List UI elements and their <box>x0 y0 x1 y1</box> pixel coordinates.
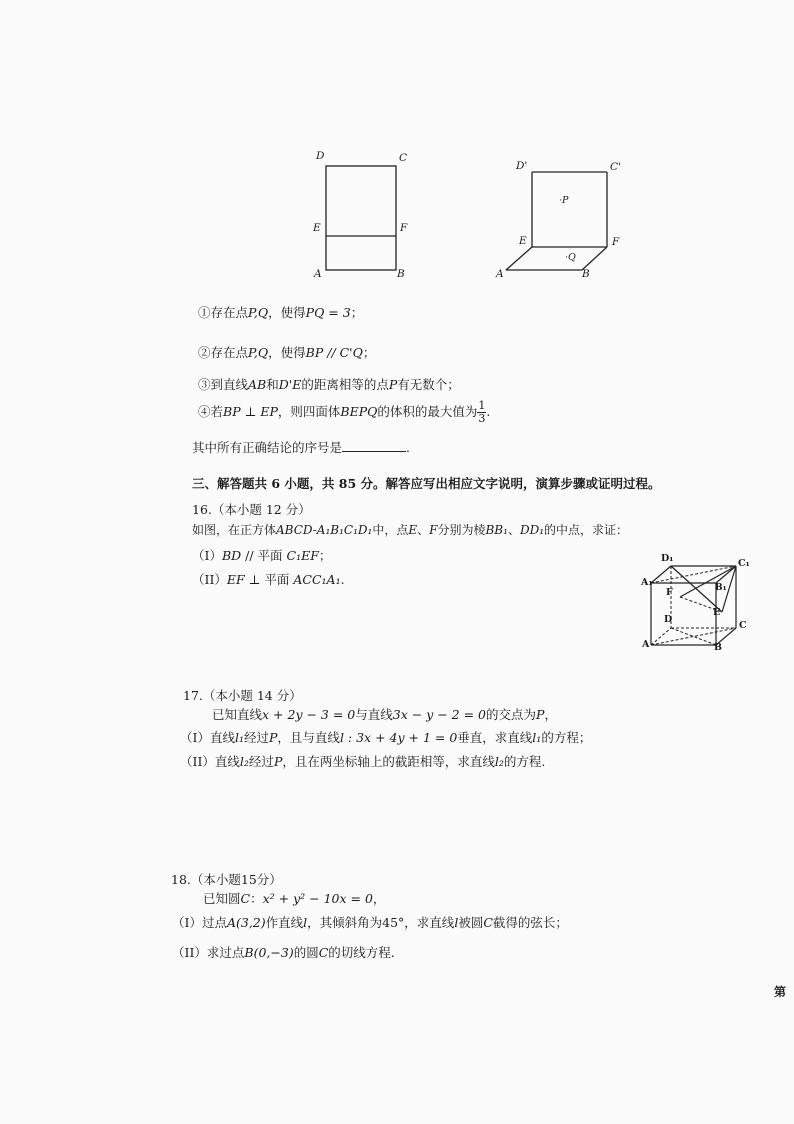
problem-16-edge-bb1: BB₁ <box>485 523 508 537</box>
label-A: A <box>314 268 322 280</box>
cube-label-F: F <box>666 587 673 598</box>
problem-17-part-2-label: （II） <box>180 754 215 769</box>
fraction-denominator: 3 <box>478 412 486 425</box>
problem-16-part-2-plane: ACC₁A₁ <box>293 572 341 587</box>
label-D: D <box>316 150 325 162</box>
label-A-right: A <box>496 268 504 280</box>
statement-4-math: BP ⊥ EP <box>223 404 278 419</box>
problem-16-part-1-end: ； <box>318 548 332 563</box>
problem-18-part-2-circle-c: C <box>318 945 329 960</box>
problem-18-part-1-text-d: 被圆 <box>458 915 484 930</box>
problem-16-stem-text-b: 中，点 <box>372 523 409 537</box>
problem-17-stem-text: 已知直线 <box>212 707 263 722</box>
problem-18-part-2 <box>172 943 395 961</box>
point-Q-label: ·Q <box>565 252 576 263</box>
problem-16-part-2-math: EF <box>226 572 245 587</box>
problem-18-part-2-text-c: 的切线方程. <box>328 945 395 960</box>
problem-18-stem <box>203 889 385 907</box>
problem-16-title: 16.（本小题 12 分） <box>192 502 311 517</box>
problem-17-part-2-text: 直线 <box>214 754 240 769</box>
statement-2-text: 存在点 <box>210 345 249 360</box>
problem-18-stem-text: 已知圆 <box>203 891 241 906</box>
problem-17-stem-text-c: 的交点为 <box>486 707 537 722</box>
problem-18-part-1-text-b: 作直线 <box>265 915 304 930</box>
label-C: C <box>399 152 408 164</box>
label-E-right: E <box>519 235 527 247</box>
problem-17-stem-text-d: ， <box>544 707 557 722</box>
statement-1-math: P,Q <box>248 305 269 320</box>
problem-16-point-f: F <box>429 523 438 537</box>
problem-17-part-1-text-e: 的方程； <box>541 730 592 745</box>
fraction-numerator: 1 <box>478 399 486 412</box>
problem-16-stem-text: 如图，在正方体 <box>192 523 277 537</box>
statement-2-math-b: BP // C'Q <box>305 345 363 360</box>
page-number-fragment: 第 <box>774 985 787 999</box>
problem-16-part-2-end: . <box>340 572 345 587</box>
problem-18-part-1-text-e: 截得的弦长； <box>492 915 568 930</box>
problem-17-part-2-text-d: 的方程. <box>503 754 546 769</box>
statement-1-number: ① <box>198 305 211 320</box>
statement-3-text-c: 的距离相等的点 <box>301 377 389 392</box>
problem-18-part-1-point-a: A(3,2) <box>226 915 266 930</box>
statement-1-text-b: ，使得 <box>268 305 306 320</box>
label-B: B <box>397 268 405 280</box>
problem-17-line-2: 3x − y − 2 = 0 <box>392 707 486 722</box>
problem-18-part-1-text-c: ，其倾斜角为45°，求直线 <box>307 915 455 930</box>
problem-16-stem-text-e: 、 <box>507 523 520 537</box>
problem-17-stem <box>212 705 557 723</box>
problem-16-part-2-label: （II） <box>192 572 227 587</box>
problem-17-part-2-text-b: 经过 <box>248 754 274 769</box>
statement-4-text-c: 的体积的最大值为 <box>377 404 478 419</box>
problem-17-stem-text-b: 与直线 <box>355 707 393 722</box>
problem-18-part-2-text: 求过点 <box>206 945 245 960</box>
statement-3-text: 到直线 <box>210 377 249 392</box>
problem-18-circle-c: C <box>240 891 251 906</box>
problem-17-part-1-text-b: 经过 <box>243 730 269 745</box>
cube-label-A: A <box>642 639 650 650</box>
statement-4-text-b: ，则四面体 <box>277 404 341 419</box>
problem-17-part-1-l1: l₁ <box>234 730 244 745</box>
statement-1-text: 存在点 <box>210 305 249 320</box>
problem-16-edge-dd1: DD₁ <box>519 523 545 537</box>
cube-label-B1: B₁ <box>715 583 727 593</box>
problem-18-title: 18.（本小题15分） <box>171 872 282 887</box>
statement-2-end: ； <box>362 345 376 360</box>
statement-3-math-c: P <box>388 377 398 392</box>
label-F-right: F <box>612 236 620 248</box>
problem-18-part-1-circle-c: C <box>483 915 493 930</box>
statement-4-end: . <box>486 404 491 419</box>
problem-18-part-1-line-l: l <box>303 915 308 930</box>
statement-3-math: AB <box>248 377 267 392</box>
statement-1-math-b: PQ = 3 <box>305 305 351 320</box>
problem-18-part-2-point-b: B(0,−3) <box>244 945 294 960</box>
problem-17-part-1-line-l: l : 3x + 4y + 1 = 0 <box>339 730 458 745</box>
label-B-right: B <box>582 268 590 280</box>
problem-17-part-1-text-c: ，且与直线 <box>277 730 340 745</box>
cube-label-C: C <box>739 620 747 631</box>
cube-label-A1: A₁ <box>641 577 653 588</box>
answer-prompt-text: 其中所有正确结论的序号是 <box>192 440 343 455</box>
problem-16-stem-text-f: 的中点，求证： <box>544 523 629 537</box>
statement-3-text-b: 和 <box>266 377 279 392</box>
cube-label-C1: C₁ <box>738 558 750 569</box>
problem-18-part-1-label: （I） <box>172 915 202 930</box>
problem-17-part-1-p: P <box>269 730 278 745</box>
problem-17-part-2-l2-b: l₂ <box>494 754 504 769</box>
problem-16-point-e: E <box>408 523 418 537</box>
statement-1-end: ； <box>350 305 364 320</box>
problem-17-part-1-text-d: 垂直，求直线 <box>457 730 533 745</box>
problem-18-part-2-label: （II） <box>172 945 207 960</box>
cube-label-B: B <box>714 642 723 653</box>
statement-2-text-b: ，使得 <box>268 345 306 360</box>
problem-17-part-1 <box>180 728 591 746</box>
label-F: F <box>400 222 408 234</box>
problem-17-part-2-p: P <box>273 754 283 769</box>
problem-17-point-p: P <box>536 707 545 722</box>
problem-17-part-2-text-c: ，且在两坐标轴上的截距相等，求直线 <box>282 754 495 769</box>
problem-16-stem-text-d: 分别为棱 <box>437 523 486 537</box>
problem-17-part-2 <box>180 752 545 770</box>
problem-16-part-1-text: // 平面 <box>241 548 287 563</box>
section-3-header: 三、解答题共 6 小题，共 85 分。解答应写出相应文字说明，演算步骤或证明过程。 <box>192 476 661 491</box>
statement-3-text-d: 有无数个； <box>397 377 460 392</box>
cube-label-D1: D₁ <box>661 553 674 564</box>
problem-18-part-1 <box>172 913 568 931</box>
problem-17-part-1-l1-b: l₁ <box>532 730 542 745</box>
problem-17-line-1: x + 2y − 3 = 0 <box>262 707 356 722</box>
statement-2-number: ② <box>198 345 211 360</box>
problem-17-part-1-label: （I） <box>180 730 210 745</box>
label-C-prime: C' <box>610 161 621 173</box>
point-P-label: ·P <box>559 195 569 206</box>
statement-3-math-b: D'E <box>278 377 302 392</box>
problem-17-part-1-text: 直线 <box>209 730 235 745</box>
problem-16-part-2-text: ⊥ 平面 <box>244 572 294 587</box>
statement-4-math-b: BEPQ <box>340 404 378 419</box>
problem-16-stem-text-c: 、 <box>417 523 430 537</box>
cube-label-D: D <box>664 614 673 625</box>
label-E: E <box>313 222 321 234</box>
problem-16-part-1-math: BD <box>221 548 242 563</box>
statement-2-math: P,Q <box>248 345 269 360</box>
problem-16-cube-name: ABCD-A₁B₁C₁D₁ <box>276 523 373 537</box>
label-D-prime: D' <box>516 160 528 172</box>
cube-label-E: E <box>713 607 721 618</box>
statement-4-text: 若 <box>210 404 224 419</box>
problem-16-part-1-plane: C₁EF <box>286 548 319 563</box>
problem-18-part-2-text-b: 的圆 <box>293 945 319 960</box>
problem-18-part-1-line-l-b: l <box>454 915 459 930</box>
problem-18-stem-colon: ： <box>250 891 263 906</box>
problem-16-part-1-label: （I） <box>192 548 222 563</box>
statement-4-number: ④ <box>198 404 211 419</box>
statement-3-number: ③ <box>198 377 211 392</box>
answer-prompt-end: . <box>406 440 410 455</box>
problem-17-part-2-l2: l₂ <box>239 754 249 769</box>
problem-17-title: 17.（本小题 14 分） <box>183 688 302 703</box>
problem-18-stem-end: ， <box>372 891 386 906</box>
problem-18-part-1-text: 过点 <box>201 915 227 930</box>
problem-18-circle-equation: x² + y² − 10x = 0 <box>262 891 373 906</box>
